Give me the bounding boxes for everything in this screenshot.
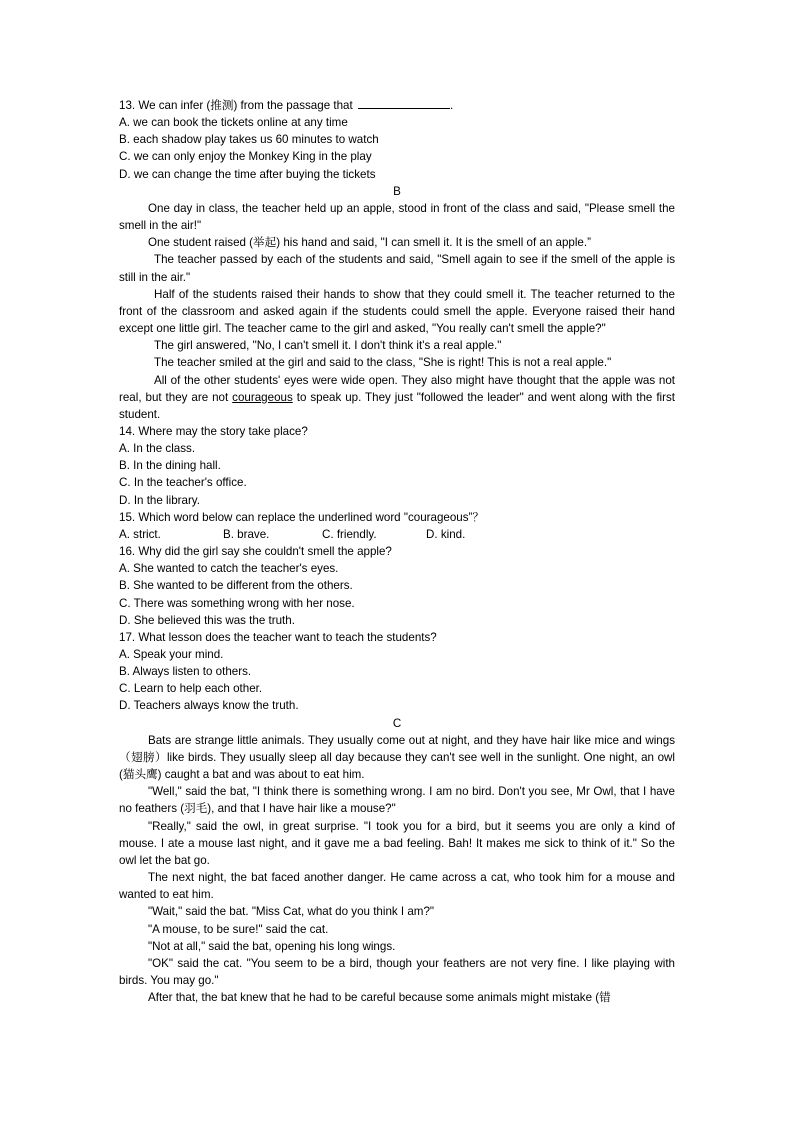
question-14-option-c: C. In the teacher's office.: [119, 476, 247, 490]
question-17-option-d: D. Teachers always know the truth.: [119, 699, 299, 713]
question-15-option-b: B. brave.: [223, 527, 270, 541]
section-c-heading: C: [392, 716, 402, 730]
section-b-paragraph-4: Half of the students raised their hands to show that they could smell it. The teacher returned to the front of the classroom and asked again if the students could smell the apple. Everyone raised their hand except one little girl. The teacher came to the girl and asked, "You really can't smell the apple?": [119, 287, 675, 336]
question-17-stem: 17. What lesson does the teacher want to teach the students?: [119, 630, 437, 644]
section-c-paragraph-7: "Not at all," said the bat, opening his long wings.: [148, 939, 396, 953]
question-13-option-a: A. we can book the tickets online at any time: [119, 116, 348, 130]
section-c-paragraph-5: "Wait," said the bat. "Miss Cat, what do you think I am?": [148, 905, 435, 919]
question-16-option-b: B. She wanted to be different from the others.: [119, 579, 353, 593]
question-16-option-d: D. She believed this was the truth.: [119, 613, 295, 627]
question-15-option-a: A. strict.: [119, 527, 161, 541]
question-14-option-a: A. In the class.: [119, 442, 196, 456]
section-c-paragraph-3: "Really," said the owl, in great surprise. "I took you for a bird, but it seems you are only a kind of mouse. I ate a mouse last night, and it gave me a bad feeling. Bah! It makes me sick to think of it." So the owl let the bat go.: [119, 819, 675, 867]
section-b-paragraph-3: The teacher passed by each of the students and said, "Smell again to see if the smell of the apple is still in the air.": [119, 253, 675, 284]
section-b-paragraph-7: All of the other students' eyes were wide open. They also might have thought that the apple was not real, but they are not courageous to speak up. They just "followed the leader" and went along with the first student.: [119, 373, 675, 421]
question-16-option-c: C. There was something wrong with her nose.: [119, 596, 355, 610]
exam-page: [119, 97, 675, 1006]
question-14-option-d: D. In the library.: [119, 493, 200, 507]
question-17-option-b: B. Always listen to others.: [119, 665, 252, 679]
question-16-option-a: A. She wanted to catch the teacher's eyes.: [119, 562, 339, 576]
question-13-option-d: D. we can change the time after buying the tickets: [119, 167, 376, 181]
section-b-paragraph-2: One student raised (举起) his hand and said, "I can smell it. It is the smell of an apple.”: [148, 236, 591, 250]
section-c-paragraph-1: Bats are strange little animals. They usually come out at night, and they have hair like mice and wings（翅膀）like birds. They usually sleep all day because they can't see well in the sunlight. One night, an owl (猫头鹰) caught a bat and was about to eat him.: [119, 733, 675, 782]
section-c-paragraph-9: After that, the bat knew that he had to be careful because some animals might mistake (错: [148, 991, 611, 1005]
question-13-option-b: B. each shadow play takes us 60 minutes to watch: [119, 133, 379, 147]
question-15-option-d: D. kind.: [426, 527, 466, 541]
underlined-word: courageous: [232, 390, 293, 404]
section-c-paragraph-4: The next night, the bat faced another danger. He came across a cat, who took him for a mouse and wanted to eat him.: [119, 871, 675, 902]
question-15-option-c: C. friendly.: [322, 527, 377, 541]
section-b-paragraph-6: The teacher smiled at the girl and said to the class, "She is right! This is not a real apple.": [154, 356, 612, 370]
question-17-option-c: C. Learn to help each other.: [119, 682, 263, 696]
question-15-options: [119, 526, 675, 543]
answer-blank: [358, 97, 450, 109]
section-b-paragraph-1: One day in class, the teacher held up an apple, stood in front of the class and said, "Please smell the smell in the air!": [119, 201, 675, 233]
section-c-paragraph-2: "Well," said the bat, "I think there is something wrong. I am no bird. Don't you see, Mr Owl, that I have no feathers (羽毛), and that I have hair like a mouse?": [119, 785, 675, 816]
section-b-paragraph-5: The girl answered, "No, I can't smell it. I don't think it's a real apple.": [154, 339, 502, 353]
question-14-option-b: B. In the dining hall.: [119, 459, 221, 473]
question-17-option-a: A. Speak your mind.: [119, 648, 224, 661]
question-16-stem: 16. Why did the girl say she couldn't smell the apple?: [119, 545, 392, 559]
question-14-stem: 14. Where may the story take place?: [119, 424, 308, 438]
question-13-stem: 13. We can infer (推测) from the passage that .: [119, 99, 454, 112]
question-13-option-c: C. we can only enjoy the Monkey King in the play: [119, 150, 372, 164]
section-b-heading: B: [393, 184, 401, 198]
section-c-paragraph-8: "OK" said the cat. "You seem to be a bird, though your feathers are not very fine. I like playing with birds. You may go.": [119, 956, 675, 987]
section-c-paragraph-6: "A mouse, to be sure!" said the cat.: [148, 922, 329, 936]
question-15-stem: 15. Which word below can replace the underlined word "courageous”？: [119, 510, 485, 524]
